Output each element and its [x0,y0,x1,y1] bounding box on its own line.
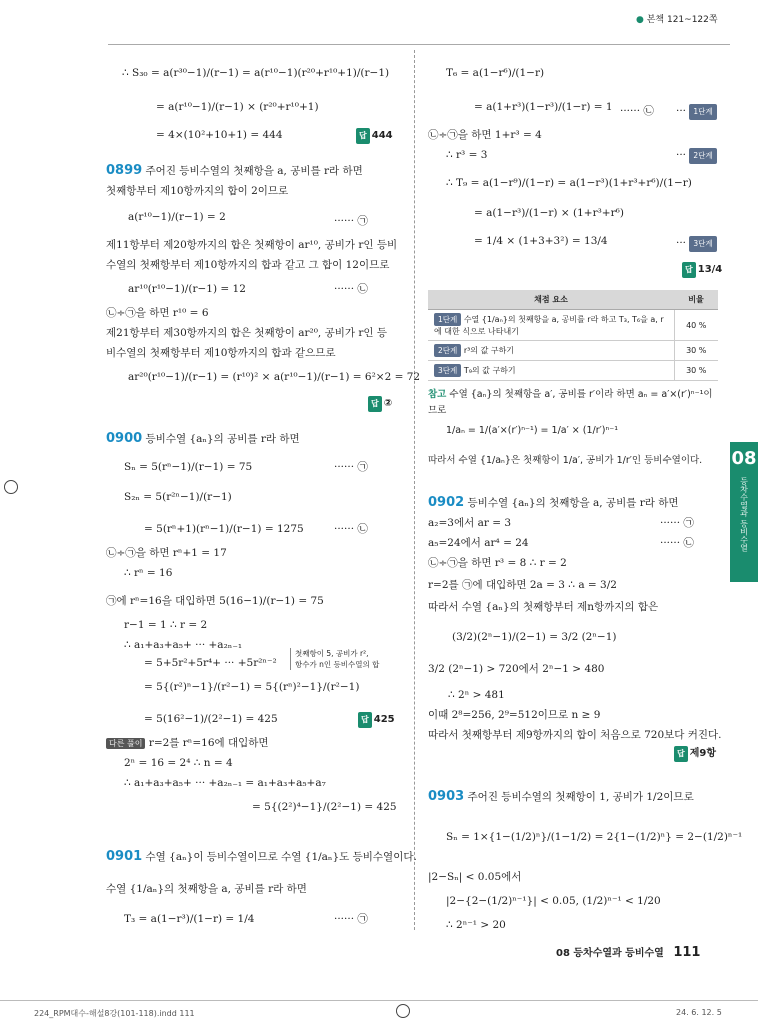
text-line: 수열 {1/aₙ}의 첫째항을 a, 공비를 r라 하면 [106,883,307,895]
eq-line: ∴ a₁+a₃+a₅+ ··· +a₂ₙ₋₁ = a₁+a₃+a₅+a₇ [124,777,326,789]
eq-line: ∴ 2ⁿ > 481 [448,689,505,701]
scoring-table [428,290,718,381]
eq-line: ㉡÷㉠을 하면 1+r³ = 4 [428,129,542,141]
problem-number: 0902 [428,495,465,510]
problem-number: 0900 [106,431,143,446]
eq-line: Sₙ = 1×{1−(1/2)ⁿ}/(1−1/2) = 2{1−(1/2)ⁿ} = 2−(1/2)ⁿ⁻¹ [446,831,743,843]
table-row: 3단계 T₉의 값 구하기 30 % [428,361,718,381]
problem-0899 [106,164,363,178]
text-line: 제11항부터 제20항까지의 합은 첫째항이 ar¹⁰, 공비가 r인 등비 [106,239,398,251]
text-line: 수열의 첫째항부터 제10항까지의 합과 같고 그 합이 12이므로 [106,259,390,271]
eq-line: T₃ = a(1−r³)/(1−r) = 1/4 [124,913,255,925]
text-line: 따라서 수열 {1/aₙ}은 첫째항이 1/a′, 공비가 1/r′인 등비수열이다. [428,455,703,466]
alt-text: r=2를 rⁿ=16에 대입하면 [148,737,269,749]
problem-number: 0903 [428,789,465,804]
eq-line: 3/2 (2ⁿ−1) > 720에서 2ⁿ−1 > 480 [428,663,605,675]
note-line: 첫째항이 5, 공비가 r², [295,649,369,658]
eq-line: r−1 = 1 ∴ r = 2 [124,619,208,631]
eq-marker: ······ ㉠ [334,913,368,925]
problem-0902 [428,496,678,510]
text-line: 따라서 첫째항부터 제9항까지의 합이 처음으로 720보다 커진다. [428,729,722,741]
ref-label: 참고 [428,389,447,400]
step-marker: ··· 2단계 [676,148,717,164]
eq-line: = 5(rⁿ+1)(rⁿ−1)/(r−1) = 1275 [144,523,304,535]
eq-line: ar¹⁰(r¹⁰−1)/(r−1) = 12 [128,283,246,295]
table-row: 1단계 수열 {1/aₙ}의 첫째항을 a, 공비를 r라 하고 T₃, T₆을 a, r에 대한 식으로 나타내기 40 % [428,310,718,341]
problem-text: 등비수열 {aₙ}의 첫째항을 a, 공비를 r라 하면 [467,497,679,509]
eq-line: ∴ rⁿ = 16 [124,567,173,579]
table-row: 2단계 r³의 값 구하기 30 % [428,341,718,361]
answer-badge: 답 ② [368,396,392,412]
eq-line: |2−Sₙ| < 0.05에서 [428,871,522,883]
table-header: 채점 요소 [428,290,674,310]
chapter-number: 08 [731,448,757,469]
eq-marker: ······ ㉠ [334,461,368,473]
eq-line: T₆ = a(1−r⁶)/(1−r) [446,67,545,79]
problem-text: 등비수열 {aₙ}의 공비를 r라 하면 [145,433,300,445]
problem-number: 0899 [106,163,143,178]
eq-marker: ······ ㉠ [334,215,368,227]
answer-badge: 답 13/4 [682,262,722,278]
eq-line: a(r¹⁰−1)/(r−1) = 2 [128,211,226,223]
eq-line: ∴ T₉ = a(1−r⁹)/(1−r) = a(1−r³)(1+r³+r⁶)/(1−r) [446,177,692,189]
text-line: 따라서 수열 {aₙ}의 첫째항부터 제n항까지의 합은 [428,601,659,613]
eq-line: S₂ₙ = 5(r²ⁿ−1)/(r−1) [124,491,232,503]
text-line: 제21항부터 제30항까지의 합은 첫째항이 ar²⁰, 공비가 r인 등 [106,327,387,339]
registration-mark-icon [396,1004,410,1018]
problem-0900 [106,432,300,446]
ref-text: 수열 {aₙ}의 첫째항을 a′, 공비를 r′이라 하면 aₙ = a′×(r′)ⁿ⁻¹이 [449,389,713,400]
eq-line: ∴ a₁+a₃+a₅+ ··· +a₂ₙ₋₁ [124,639,243,651]
text-line: 비수열의 첫째항부터 제10항까지의 합과 같으므로 [106,347,336,359]
answer-badge: 답 제9항 [674,746,716,762]
text-line: 첫째항부터 제10항까지의 합이 2이므로 [106,185,289,197]
eq-line: a₅=24에서 ar⁴ = 24 [428,537,529,549]
footer-chapter [556,944,700,960]
footer-date: 24. 6. 12. 5 [676,1008,722,1017]
eq-line: ar²⁰(r¹⁰−1)/(r−1) = (r¹⁰)² × a(r¹⁰−1)/(r−1) = 6²×2 = 72 [128,371,421,383]
eq-line: Sₙ = 5(rⁿ−1)/(r−1) = 75 [124,461,253,473]
alt-label: 다른 풀이 [106,738,145,749]
note-line: 항수가 n인 등비수열의 합 [295,660,380,669]
eq-line: = 5+5r²+5r⁴+ ··· +5r²ⁿ⁻² [144,657,277,669]
eq-line: ㉡÷㉠을 하면 r¹⁰ = 6 [106,307,209,319]
eq-line: = 5{(2²)⁴−1}/(2²−1) = 425 [252,801,397,813]
eq-line: = 5(16²−1)/(2²−1) = 425 [144,713,278,725]
answer-badge: 답 425 [358,712,395,728]
problem-text: 주어진 등비수열의 첫째항을 a, 공비를 r라 하면 [145,165,363,177]
column-divider [414,50,415,930]
registration-mark-icon [4,480,18,494]
answer-badge: 답 444 [356,128,393,144]
header-rule [108,44,730,45]
step-marker: ··· 3단계 [676,236,717,252]
eq-line: = a(1+r³)(1−r³)/(1−r) = 1 [474,101,613,113]
eq-line: ㉠에 rⁿ=16을 대입하면 5(16−1)/(r−1) = 75 [106,595,324,607]
header-bullet: ● [636,15,644,25]
eq-line: ∴ S₃₀ = a(r³⁰−1)/(r−1) = a(r¹⁰−1)(r²⁰+r¹⁰+1)/(r−1) [122,67,390,79]
problem-0903 [428,790,694,804]
eq-line: ㉡÷㉠을 하면 rⁿ+1 = 17 [106,547,227,559]
problem-text: 수열 {aₙ}이 등비수열이므로 수열 {1/aₙ}도 등비수열이다. [145,851,417,863]
table-header: 비율 [674,290,718,310]
footer-chapter-text: 08 등차수열과 등비수열 [556,948,664,959]
chapter-title: 등차수열과 등비수열 [739,477,749,552]
footer-rule [0,1000,758,1001]
eq-line: 1/aₙ = 1/(a′×(r′)ⁿ⁻¹) = 1/a′ × (1/r′)ⁿ⁻¹ [446,425,619,436]
header-ref [636,12,718,25]
eq-marker: ······ ㉡ [334,283,368,295]
eq-line: r=2를 ㉠에 대입하면 2a = 3 ∴ a = 3/2 [428,579,617,591]
chapter-side-tab [730,442,758,582]
eq-line: = a(r¹⁰−1)/(r−1) × (r²⁰+r¹⁰+1) [156,101,319,113]
eq-line: ㉡÷㉠을 하면 r³ = 8 ∴ r = 2 [428,557,567,569]
page-number: 111 [673,945,701,960]
eq-line: 2ⁿ = 16 = 2⁴ ∴ n = 4 [124,757,233,769]
step-marker: ··· 1단계 [676,104,717,120]
eq-line: a₂=3에서 ar = 3 [428,517,512,529]
side-note [290,648,379,670]
eq-line: = a(1−r³)/(1−r) × (1+r³+r⁶) [474,207,624,219]
problem-text: 주어진 등비수열의 첫째항이 1, 공비가 1/2이므로 [467,791,694,803]
eq-marker: ······ ㉡ [334,523,368,535]
eq-marker: ······ ㉡ [620,105,654,117]
eq-line: = 1/4 × (1+3+3²) = 13/4 [474,235,608,247]
eq-line: (3/2)(2ⁿ−1)/(2−1) = 3/2 (2ⁿ−1) [452,631,617,643]
eq-line: = 4×(10²+10+1) = 444 [156,129,283,141]
eq-line: = 5{(r²)ⁿ−1}/(r²−1) = 5{(rⁿ)²−1}/(r²−1) [144,681,360,693]
problem-number: 0901 [106,849,143,864]
problem-0901 [106,850,417,864]
eq-line: |2−{2−(1/2)ⁿ⁻¹}| < 0.05, (1/2)ⁿ⁻¹ < 1/20 [446,895,661,907]
eq-marker: ······ ㉡ [660,537,694,549]
footer-file: 224_RPM대수-해설8강(101-118).indd 111 [34,1009,195,1018]
eq-marker: ······ ㉠ [660,517,694,529]
text-line: 므로 [428,405,447,416]
eq-line: ∴ 2ⁿ⁻¹ > 20 [446,919,506,931]
eq-line: ∴ r³ = 3 [446,149,488,161]
reference-note [428,388,713,402]
alt-solution [106,736,269,751]
eq-line: 이때 2⁸=256, 2⁹=512이므로 n ≥ 9 [428,709,601,721]
header-text: 본책 121~122쪽 [646,15,718,25]
